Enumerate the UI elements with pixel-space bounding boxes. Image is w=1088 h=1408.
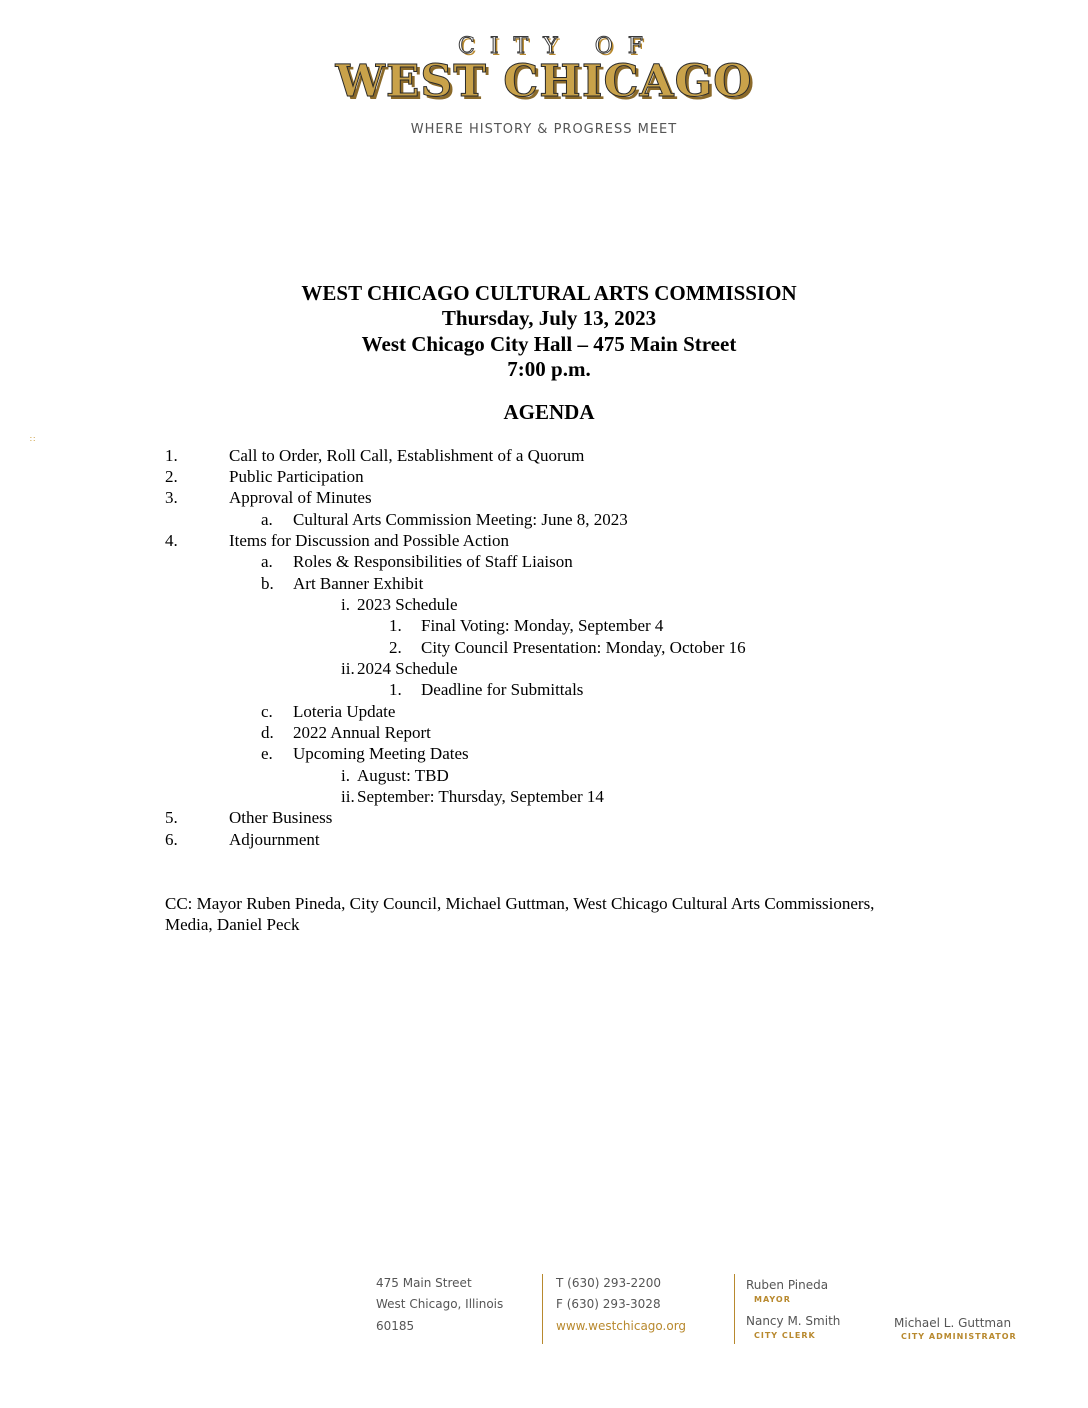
agenda-marker: d. xyxy=(261,723,274,742)
agenda-marker: e. xyxy=(261,744,273,763)
logo-west-chicago: WEST CHICAGO xyxy=(335,56,753,107)
agenda-marker: a. xyxy=(261,552,273,571)
footer-clerk-title: CITY CLERK xyxy=(754,1331,816,1340)
agenda-marker: 3. xyxy=(165,488,178,507)
meeting-date: Thursday, July 13, 2023 xyxy=(441,306,657,330)
agenda-marker: a. xyxy=(261,510,273,529)
agenda-marker: ii. xyxy=(341,787,355,806)
footer-address-zip: 60185 xyxy=(376,1319,415,1333)
agenda-title: AGENDA xyxy=(503,400,595,424)
cc-line-1: CC: Mayor Ruben Pineda, City Council, Michael Guttman, West Chicago Cultural Arts Commissioners, xyxy=(165,894,875,913)
meeting-time: 7:00 p.m. xyxy=(507,357,591,381)
agenda-marker: 6. xyxy=(165,830,178,849)
agenda-item: Items for Discussion and Possible Action xyxy=(229,531,510,550)
margin-mark-icon: ∷ xyxy=(30,435,36,444)
agenda-item: Roles & Responsibilities of Staff Liaison xyxy=(293,552,573,571)
agenda-item: 2022 Annual Report xyxy=(293,723,431,742)
footer-admin-name: Michael L. Guttman xyxy=(894,1316,1012,1330)
agenda-marker: 1. xyxy=(389,680,402,699)
agenda-marker: ii. xyxy=(341,659,355,678)
agenda-item: Upcoming Meeting Dates xyxy=(293,744,469,763)
agenda-item: 2023 Schedule xyxy=(357,595,458,614)
agenda-item: Other Business xyxy=(229,808,333,827)
agenda-item: Loteria Update xyxy=(293,702,396,721)
logo-tagline: WHERE HISTORY & PROGRESS MEET xyxy=(410,122,678,137)
agenda-item: City Council Presentation: Monday, October 16 xyxy=(421,638,746,657)
footer-mayor-title: MAYOR xyxy=(754,1295,791,1304)
agenda-marker: 2. xyxy=(165,467,178,486)
agenda-item: Approval of Minutes xyxy=(229,488,372,507)
agenda-item: Cultural Arts Commission Meeting: June 8, 2023 xyxy=(293,510,628,529)
agenda-item: Call to Order, Roll Call, Establishment of a Quorum xyxy=(229,446,585,465)
cc-line-2: Media, Daniel Peck xyxy=(165,915,300,934)
agenda-marker: i. xyxy=(341,766,350,785)
logo-city-of: CITY OF xyxy=(457,34,658,59)
agenda-item: Deadline for Submittals xyxy=(421,680,584,699)
footer-divider xyxy=(734,1274,735,1344)
agenda-marker: 2. xyxy=(389,638,402,657)
agenda-marker: 1. xyxy=(165,446,178,465)
agenda-item: Public Participation xyxy=(229,467,364,486)
agenda-item: 2024 Schedule xyxy=(357,659,458,678)
footer-address-city: West Chicago, Illinois xyxy=(376,1297,504,1311)
agenda-item: September: Thursday, September 14 xyxy=(357,787,604,806)
footer-address-street: 475 Main Street xyxy=(376,1276,472,1290)
commission-title: WEST CHICAGO CULTURAL ARTS COMMISSION xyxy=(301,281,797,305)
agenda-item: Adjournment xyxy=(229,830,320,849)
footer-phone: T (630) 293-2200 xyxy=(556,1276,661,1290)
agenda-marker: c. xyxy=(261,702,273,721)
agenda-item: Final Voting: Monday, September 4 xyxy=(421,616,664,635)
meeting-location: West Chicago City Hall – 475 Main Street xyxy=(361,332,737,356)
footer-admin-title: CITY ADMINISTRATOR xyxy=(901,1332,1017,1341)
agenda-item: Art Banner Exhibit xyxy=(293,574,424,593)
agenda-marker: 4. xyxy=(165,531,178,550)
agenda-marker: b. xyxy=(261,574,274,593)
footer-mayor-name: Ruben Pineda xyxy=(746,1278,829,1292)
footer-fax: F (630) 293-3028 xyxy=(556,1297,661,1311)
footer-divider xyxy=(542,1274,543,1344)
agenda-item: August: TBD xyxy=(357,766,449,785)
agenda-marker: i. xyxy=(341,595,350,614)
footer-clerk-name: Nancy M. Smith xyxy=(746,1314,841,1328)
agenda-marker: 5. xyxy=(165,808,178,827)
footer-website-link[interactable]: www.westchicago.org xyxy=(556,1319,687,1333)
agenda-marker: 1. xyxy=(389,616,402,635)
